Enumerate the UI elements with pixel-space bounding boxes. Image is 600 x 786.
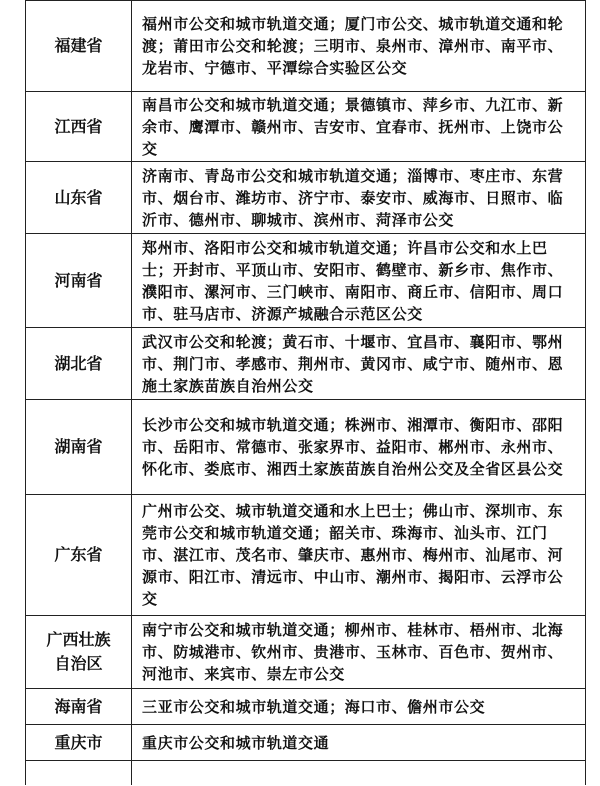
cities-cell xyxy=(132,761,586,786)
province-name: 江西省 xyxy=(54,116,103,136)
cities-cell: 郑州市、洛阳市公交和城市轨道交通；许昌市公交和水上巴士；开封市、平顶山市、安阳市、鹤壁市、新乡市、焦作市、濮阳市、漯河市、三门峡市、南阳市、商丘市、信阳市、周口市、驻马店市、济源产城融合示范区公交 xyxy=(132,234,586,328)
province-cell xyxy=(26,495,132,616)
province-cell xyxy=(26,725,132,761)
province-name: 河南省 xyxy=(54,270,103,290)
province-cell xyxy=(26,761,132,786)
cities-cell: 福州市公交和城市轨道交通；厦门市公交、城市轨道交通和轮渡；莆田市公交和轮渡；三明市、泉州市、漳州市、南平市、龙岩市、宁德市、平潭综合实验区公交 xyxy=(132,1,586,92)
province-cell xyxy=(26,92,132,162)
cities-cell: 长沙市公交和城市轨道交通；株洲市、湘潭市、衡阳市、邵阳市、岳阳市、常德市、张家界市、益阳市、郴州市、永州市、怀化市、娄底市、湘西土家族苗族自治州公交及全省区县公交 xyxy=(132,400,586,495)
table-row-cut-off xyxy=(26,761,586,786)
table-row xyxy=(26,616,586,689)
province-city-table xyxy=(25,0,586,785)
table-row xyxy=(26,1,586,92)
province-cell xyxy=(26,400,132,495)
cities-cell: 重庆市公交和城市轨道交通 xyxy=(132,725,586,761)
table-row xyxy=(26,328,586,400)
province-name: 海南省 xyxy=(54,696,103,716)
table-row xyxy=(26,495,586,616)
table-row xyxy=(26,234,586,328)
province-cell xyxy=(26,689,132,725)
province-name: 重庆市 xyxy=(54,732,103,752)
table-row xyxy=(26,162,586,234)
province-cell xyxy=(26,616,132,689)
province-name: 广东省 xyxy=(54,545,103,564)
province-cell xyxy=(26,162,132,234)
province-name: 广西壮族自治区 xyxy=(46,630,111,673)
cities-cell: 武汉市公交和轮渡；黄石市、十堰市、宜昌市、襄阳市、鄂州市、荆门市、孝感市、荆州市、黄冈市、咸宁市、随州市、恩施土家族苗族自治州公交 xyxy=(132,328,586,400)
table-row xyxy=(26,689,586,725)
cities-cell: 广州市公交、城市轨道交通和水上巴士；佛山市、深圳市、东莞市公交和城市轨道交通；韶关市、珠海市、汕头市、江门市、湛江市、茂名市、肇庆市、惠州市、梅州市、汕尾市、河源市、阳江市、清远市、中山市、潮州市、揭阳市、云浮市公交 xyxy=(132,495,586,616)
table-row xyxy=(26,725,586,761)
table-row xyxy=(26,400,586,495)
province-cell xyxy=(26,234,132,328)
cities-cell: 南昌市公交和城市轨道交通；景德镇市、萍乡市、九江市、新余市、鹰潭市、赣州市、吉安市、宜春市、抚州市、上饶市公交 xyxy=(132,92,586,162)
cities-cell: 三亚市公交和城市轨道交通；海口市、儋州市公交 xyxy=(132,689,586,725)
table-row xyxy=(26,92,586,162)
province-name: 湖北省 xyxy=(54,353,103,373)
province-name: 山东省 xyxy=(54,187,103,207)
province-name: 福建省 xyxy=(54,36,103,55)
cities-cell: 济南市、青岛市公交和城市轨道交通；淄博市、枣庄市、东营市、烟台市、潍坊市、济宁市、泰安市、威海市、日照市、临沂市、德州市、聊城市、滨州市、菏泽市公交 xyxy=(132,162,586,234)
province-cell xyxy=(26,1,132,92)
province-cell xyxy=(26,328,132,400)
cities-cell: 南宁市公交和城市轨道交通；柳州市、桂林市、梧州市、北海市、防城港市、钦州市、贵港市、玉林市、百色市、贺州市、河池市、来宾市、崇左市公交 xyxy=(132,616,586,689)
province-name: 湖南省 xyxy=(54,437,103,456)
